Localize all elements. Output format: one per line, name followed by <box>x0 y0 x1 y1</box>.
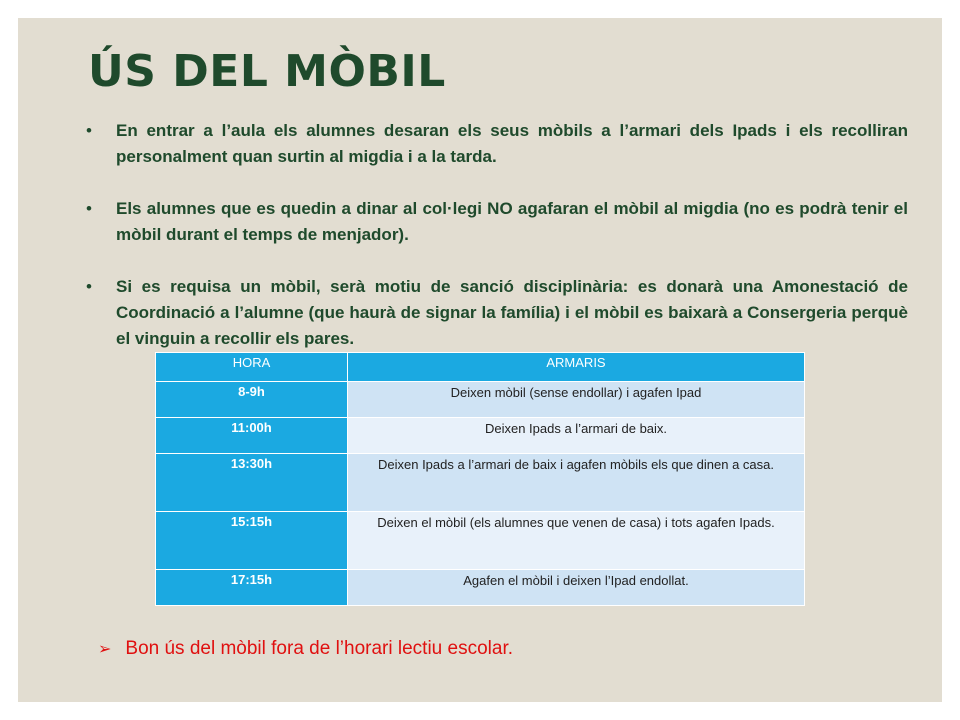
cell-hora: 11:00h <box>156 418 348 454</box>
bullet-text: Si es requisa un mòbil, serà motiu de sanció disciplinària: es donarà una Amonestació de Coordinació a l’alumne (que haurà de signar la família) i el mòbil es baixarà a Consergeria perquè el vinguin a recollir els pares. <box>116 277 908 348</box>
bullet-text: En entrar a l’aula els alumnes desaran els seus mòbils a l’armari dels Ipads i els recolliran personalment quan surtin al migdia i a la tarda. <box>116 121 908 166</box>
table-row <box>156 418 805 454</box>
slide-title: ÚS DEL MÒBIL <box>88 46 446 97</box>
cell-armaris: Agafen el mòbil i deixen l’Ipad endollat. <box>348 570 805 606</box>
bullet-dot-icon: • <box>86 199 92 218</box>
bullet-text: Els alumnes que es quedin a dinar al col·legi NO agafaran el mòbil al migdia (no es podrà tenir el mòbil durant el temps de menjador). <box>116 199 908 244</box>
bullet-item <box>86 118 908 170</box>
header-hora: HORA <box>156 353 348 382</box>
table-row <box>156 570 805 606</box>
arrow-bullet-icon: ➢ <box>98 641 112 658</box>
bullet-dot-icon: • <box>86 277 92 296</box>
cell-hora: 8-9h <box>156 382 348 418</box>
schedule-table <box>155 352 805 606</box>
cell-armaris: Deixen el mòbil (els alumnes que venen de casa) i tots agafen Ipads. <box>348 512 805 570</box>
footer-note <box>98 638 513 660</box>
bullet-item <box>86 274 908 352</box>
bullet-list <box>86 118 908 352</box>
table-header-row <box>156 353 805 382</box>
table-row <box>156 382 805 418</box>
cell-armaris: Deixen Ipads a l’armari de baix. <box>348 418 805 454</box>
cell-hora: 13:30h <box>156 454 348 512</box>
bullet-dot-icon: • <box>86 121 92 140</box>
cell-armaris: Deixen mòbil (sense endollar) i agafen Ipad <box>348 382 805 418</box>
cell-hora: 15:15h <box>156 512 348 570</box>
table-row <box>156 512 805 570</box>
cell-hora: 17:15h <box>156 570 348 606</box>
footer-note-text: Bon ús del mòbil fora de l’horari lectiu escolar. <box>125 638 513 659</box>
table-row <box>156 454 805 512</box>
cell-armaris: Deixen Ipads a l’armari de baix i agafen mòbils els que dinen a casa. <box>348 454 805 512</box>
slide <box>18 18 942 702</box>
header-armaris: ARMARIS <box>348 353 805 382</box>
bullet-item <box>86 196 908 248</box>
